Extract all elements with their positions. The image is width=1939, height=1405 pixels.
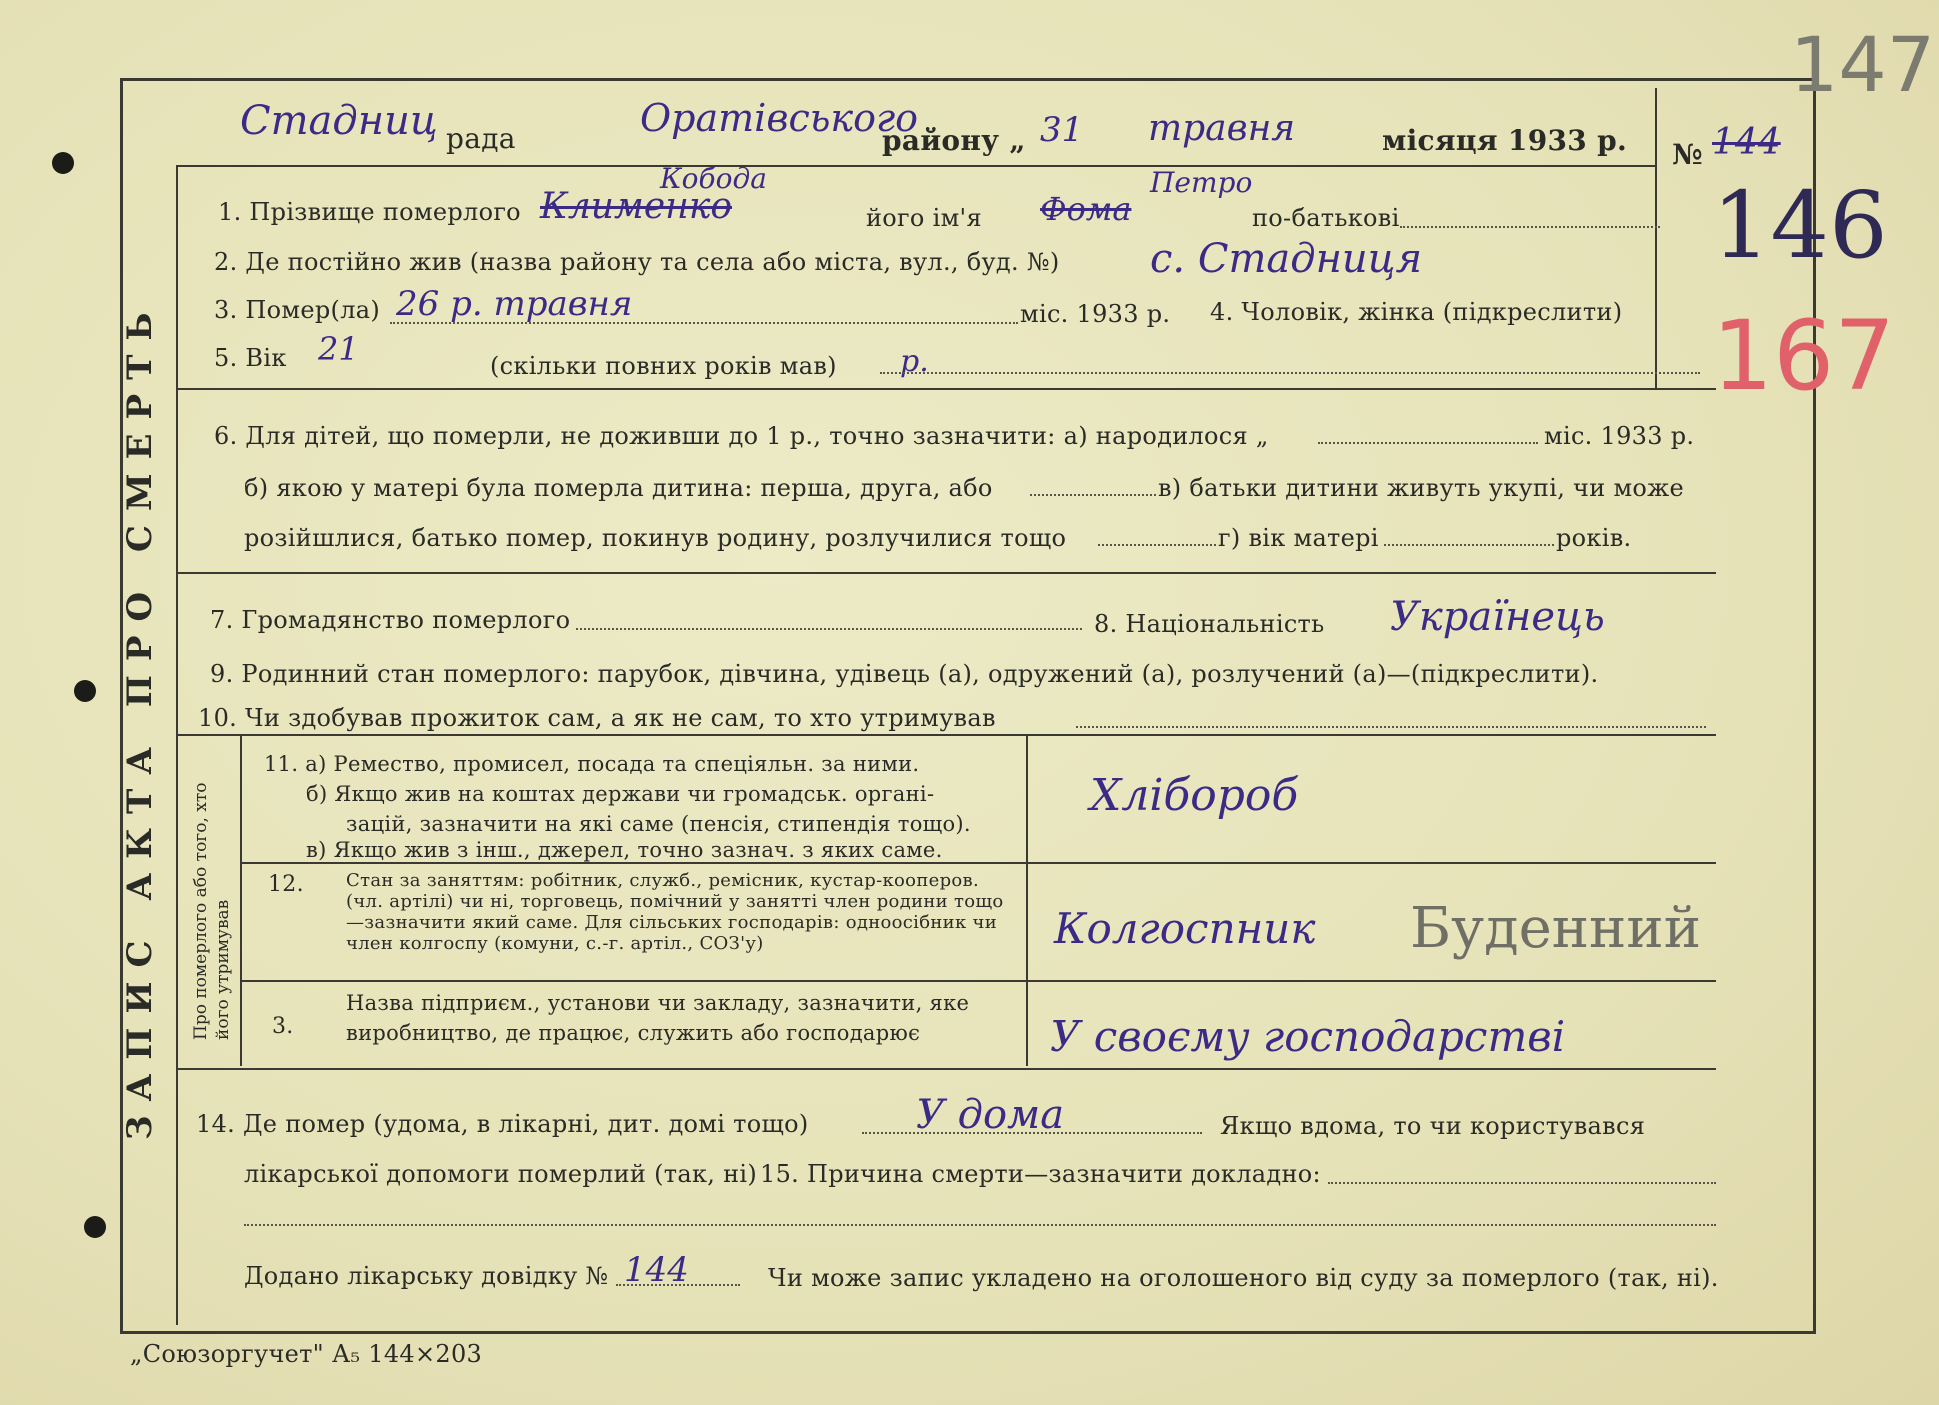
- fill-line: [244, 1224, 1716, 1226]
- row14-label: 14. Де помер (удома, в лікарні, дит. домі тощо): [196, 1110, 809, 1138]
- row4-label: 4. Чоловік, жінка (підкреслити): [1210, 298, 1623, 326]
- fill-line: [1030, 494, 1156, 496]
- header-month-handwritten: травня: [1148, 108, 1296, 149]
- row11-line4: в) Якщо жив з інш., джерел, точно зазнач. з яких саме.: [306, 838, 943, 862]
- row5-tail-handwritten: р.: [900, 344, 929, 379]
- row11-handwritten: Хлібороб: [1090, 770, 1299, 821]
- row10-label: 10. Чи здобував прожиток сам, а як не сам, то хто утримував: [198, 704, 996, 732]
- row3-label: 3. Помер(ла): [214, 296, 381, 324]
- punch-hole: [74, 680, 96, 702]
- row8-label: 8. Національність: [1094, 610, 1325, 638]
- row3-month-label: міс. 1933 р.: [1020, 300, 1171, 328]
- row1-name-crossed: Фома: [1040, 190, 1132, 228]
- row14-tail: Якщо вдома, то чи користувався: [1220, 1112, 1646, 1140]
- row13-handwritten: У своєму господарстві: [1050, 1012, 1566, 1061]
- header-day-handwritten: 31: [1040, 110, 1084, 150]
- row2-label: 2. Де постійно жив (назва району та села або міста, вул., буд. №): [214, 248, 1060, 276]
- punch-hole: [84, 1216, 106, 1238]
- fill-line: [1400, 226, 1660, 228]
- row6-line3c: років.: [1556, 524, 1632, 552]
- row7-label: 7. Громадянство померлого: [210, 606, 571, 634]
- row12-handwritten-pencil: Буденний: [1410, 896, 1702, 961]
- row1-label: 1. Прізвище померлого: [218, 198, 521, 226]
- row8-handwritten: Українець: [1390, 594, 1605, 640]
- header-raion-label: району „: [882, 124, 1026, 157]
- punch-hole: [52, 152, 74, 174]
- row16-handwritten: 144: [624, 1250, 689, 1290]
- row6-line3a: розійшлися, батько помер, покинув родину, розлучилися тощо: [244, 524, 1067, 552]
- row11-line1: 11. а) Ремество, промисел, посада та спеціяльн. за ними.: [264, 752, 920, 776]
- row6-line2a: б) якою у матері була померла дитина: перша, друга, або: [244, 474, 993, 502]
- fill-line: [862, 1132, 1202, 1134]
- header-divider: [176, 165, 1656, 167]
- fill-line: [1076, 726, 1706, 728]
- row11-line2: б) Якщо жив на коштах держави чи громадськ. органі-: [306, 782, 935, 806]
- row11-line3: зацій, зазначити на які саме (пенсія, стипендія тощо).: [346, 812, 971, 836]
- row13-text: Назва підприєм., установи чи закладу, зазначити, яке виробництво, де працює, служить або господарює: [346, 991, 970, 1045]
- footer-imprint: „Союзоргучет" А₅ 144×203: [130, 1340, 483, 1368]
- red-archive-number: 167: [1712, 300, 1896, 412]
- number-box-left: [1655, 88, 1657, 388]
- header-number-handwritten: 146: [1712, 172, 1888, 279]
- header-region-handwritten: Оратівського: [640, 96, 919, 140]
- row5-age-handwritten: 21: [318, 330, 359, 368]
- row12-text: Стан за заняттям: робітник, служб., ремісник, кустар-кооперов. (чл. артілі) чи ні, торговець, помічний у занятті член родини тощо—зазначити який саме. Для сільських господарів: одноосібник чи член колгоспу (комуни, с.-г. артіл., СОЗ'у): [346, 870, 1004, 954]
- inner-left-border: [176, 165, 178, 1325]
- row6-line1-end: міс. 1933 р.: [1544, 422, 1695, 450]
- row9-label: 9. Родинний стан померлого: парубок, дівчина, удівець (а), одружений (а), розлучений (а)—(підкреслити).: [210, 660, 1599, 688]
- row15-label: 15. Причина смерти—зазначити докладно:: [760, 1160, 1321, 1188]
- fill-line: [880, 372, 1700, 374]
- row1-surname-over: Кобода: [660, 162, 767, 195]
- side-title: ЗАПИС АКТА ПРО СМЕРТЬ: [120, 298, 160, 1140]
- header-month-label: місяця 1933 р.: [1382, 124, 1628, 157]
- row16-label: Додано лікарську довідку №: [244, 1262, 609, 1290]
- fill-line: [1384, 544, 1554, 546]
- fill-line: [1318, 442, 1538, 444]
- fill-line: [1328, 1182, 1716, 1184]
- row6-line1: 6. Для дітей, що померли, не доживши до 1 р., точно зазначити: а) народилося „: [214, 422, 1269, 450]
- row15-lead: лікарської допомоги померлий (так, ні): [244, 1160, 758, 1188]
- row1-surname-crossed: Клименко: [540, 186, 733, 227]
- row14-handwritten: У дома: [916, 1092, 1065, 1138]
- occupation-row-divider: [240, 980, 1716, 982]
- row6-line2b: в) батьки дитини живуть укупі, чи може: [1158, 474, 1685, 502]
- header-number-crossed: 144: [1712, 122, 1781, 163]
- fill-line: [616, 1284, 740, 1286]
- header-number-label: №: [1672, 138, 1703, 171]
- row16-tail: Чи може запис укладено на оголошеного від суду за померлого (так, ні).: [768, 1264, 1719, 1292]
- occupation-col-left: [240, 736, 242, 1066]
- fill-line: [576, 628, 1082, 630]
- section-divider: [176, 734, 1716, 736]
- row12-number: 12.: [268, 872, 304, 897]
- row6-line3b: г) вік матері: [1218, 524, 1379, 552]
- section-divider: [176, 572, 1716, 574]
- pencil-archive-number: 147: [1790, 20, 1936, 109]
- row2-handwritten: с. Стадниця: [1150, 236, 1423, 282]
- row12-handwritten: Колгоспник: [1054, 904, 1316, 953]
- occupation-col-right: [1026, 736, 1028, 1066]
- row3-handwritten: 26 р. травня: [396, 284, 633, 324]
- row1-name-over: Петро: [1150, 166, 1253, 199]
- row5-tail-label: (скільки повних років мав): [490, 352, 837, 380]
- fill-line: [390, 322, 1018, 324]
- section-divider: [176, 1068, 1716, 1070]
- side-subtitle: Про померлого або того, хто його утримував: [191, 782, 233, 1040]
- header-rada-handwritten: Стадниц: [240, 98, 438, 144]
- section-divider: [176, 388, 1716, 390]
- occupation-row-divider: [240, 862, 1716, 864]
- row13-number: 3.: [272, 1014, 294, 1039]
- row5-label: 5. Вік: [214, 344, 287, 372]
- row1-name-label: його ім'я: [866, 204, 982, 232]
- header-rada-label: рада: [446, 122, 516, 155]
- row1-patronymic-label: по-батькові: [1252, 204, 1400, 232]
- fill-line: [1098, 544, 1216, 546]
